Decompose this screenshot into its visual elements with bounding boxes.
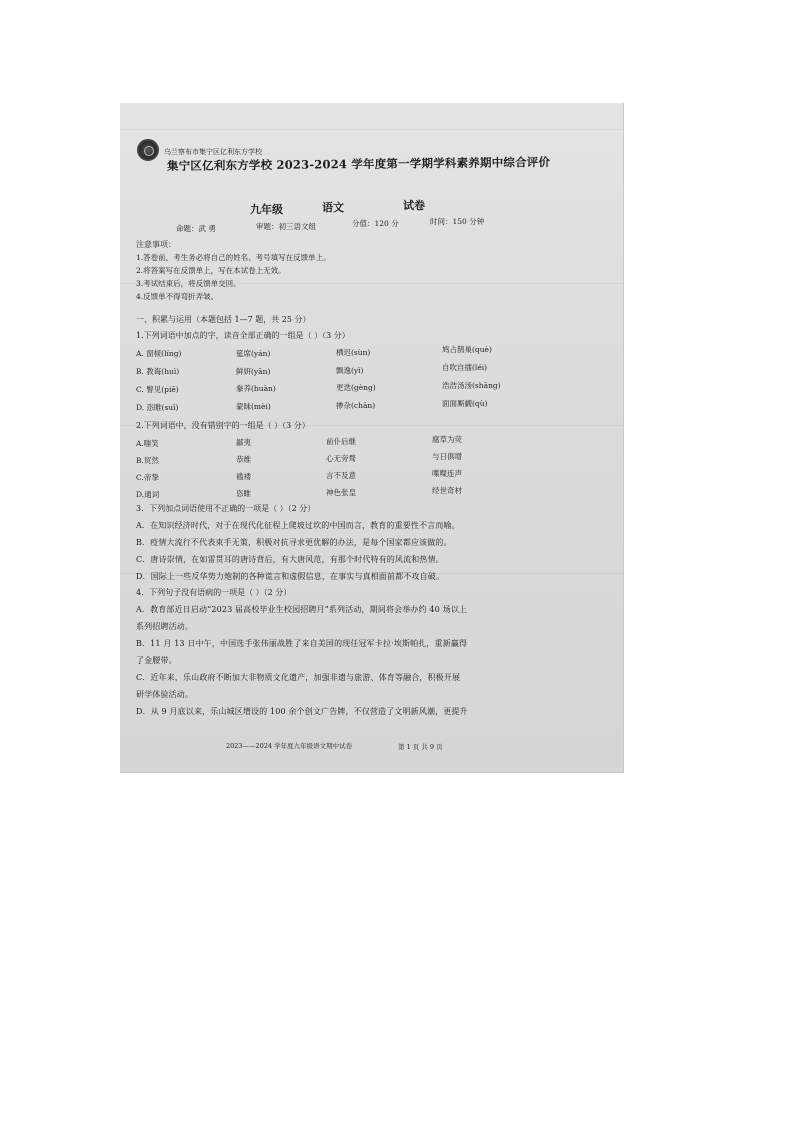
notice-item: 1.答卷前，考生务必将自己的姓名、考号填写在反馈单上。 [136,253,331,262]
q2-c-1: C.帝挚 [136,473,159,482]
q1-b-1: B. 教诲(huì) [136,367,180,376]
q1-a-1: A. 窗棂(líng) [136,349,182,358]
q3-stem: 3．下列加点词语使用不正确的一项是（ ）（2 分） [136,504,316,513]
subject-label: 语文 [322,201,344,214]
q2-d-3: 神色张皇 [326,488,356,497]
notice-title: 注意事项： [136,240,176,249]
q1-c-3: 更迭(gèng) [336,383,376,392]
school-name-small: 乌兰察布市集宁区亿利东方学校 [164,148,262,156]
q2-stem: 2.下列词语中，没有错别字的一组是（ ）（3 分） [136,421,310,430]
q3-option-a: A．在知识经济时代，对于在现代化征程上爬坡过坎的中国而言，教育的重要性不言而喻。 [136,521,460,530]
setter-label: 命题：武 勇 [176,224,216,233]
q1-d-2: 蒙昧(mèi) [236,402,271,411]
q2-c-2: 褴褛 [236,472,251,481]
notice-item: 3.考试结束后，将反馈单交回。 [136,279,241,288]
grade-label: 九年级 [250,203,283,216]
q2-d-4: 经世奇材 [432,486,462,495]
q1-c-2: 豢养(huàn) [236,384,276,393]
q2-b-2: 恭维 [236,455,251,464]
notice-item: 4.反馈单不得弯折弄皱。 [136,292,219,301]
q2-d-1: D.通词 [136,490,160,499]
q1-b-2: 鲜妍(yān) [236,367,271,376]
score-label: 分值：120 分 [352,219,399,228]
q1-c-1: C. 瞥见(piē) [136,385,179,394]
q2-b-3: 心无旁骛 [326,454,356,463]
q4-stem: 4．下列句子没有语病的一项是（ ）（2 分） [136,588,292,597]
q2-a-3: 前仆后继 [326,437,356,446]
footer-page-number: 第 1 页 共 9 页 [398,743,443,751]
q2-a-2: 鄙夷 [236,438,251,447]
q1-stem: 1.下列词语中加点的字，读音全部正确的一组是（ ）（3 分） [136,331,350,340]
exam-title: 集宁区亿利东方学校 2023-2024 学年度第一学期学科素养期中综合评价 [166,154,551,173]
footer-exam-name: 2023——2024 学年度九年级语文期中试卷 [226,742,353,750]
q4-line: C．近年来，乐山政府不断加大非物质文化遗产，加强非遗与旅游、体育等融合，积极开展 [136,673,461,682]
section-1-title: 一、积累与运用（本题包括 1—7 题，共 25 分） [136,315,311,324]
q3-option-c: C．唐诗崇情，在如雷贯耳的唐诗背后，有大唐风范，有那个时代特有的风流和热情。 [136,555,444,564]
q1-a-2: 筵席(yán) [236,349,271,358]
q1-d-3: 掺杂(chān) [336,401,376,410]
q2-c-3: 言不及意 [326,471,356,480]
paper-type-label: 试卷 [403,199,425,212]
q2-c-4: 喋喋连声 [432,469,462,478]
q1-d-4: 面面厮觑(qù) [442,399,488,408]
q4-line: 了金腰带。 [136,656,177,665]
notice-item: 2.将答案写在反馈单上，写在本试卷上无效。 [136,266,286,275]
q3-option-d: D．国际上一些反华势力炮制的各种谎言和虚假信息，在事实与真相面前都不攻自破。 [136,572,445,581]
q4-line: A．教育部近日启动“2023 届高校毕业生校园招聘月”系列活动，期间将会举办约 40 场以上 [136,605,468,614]
exam-sheet [120,103,624,773]
q1-a-4: 鸠占鹊巢(què) [442,345,492,354]
q1-d-1: D. 恣睢(suī) [136,403,179,412]
q4-line: B．11 月 13 日中午，中国选手张伟丽战胜了来自美国的现任冠军卡拉·埃斯帕扎，重新赢得 [136,639,468,648]
q4-line: D．从 9 月底以来，乐山城区增设的 100 余个创文广告牌，不仅营造了文明新风潮，更提升 [136,707,468,716]
time-label: 时间：150 分钟 [430,217,485,226]
q2-b-4: 与日俱增 [432,452,462,461]
q2-a-1: A.嗤笑 [136,439,159,448]
reviewer-label: 审题：初三语文组 [256,222,316,231]
q2-b-1: B.贸然 [136,456,159,465]
q2-d-2: 恣睢 [236,489,251,498]
q1-c-4: 浩浩汤汤(shāng) [442,381,501,390]
q3-option-b: B．疫情大流行不代表束手无策，积极对抗寻求更优解的办法，是每个国家都应该做的。 [136,538,452,547]
q4-line: 系列招聘活动。 [136,622,194,631]
q1-b-4: 自吹自擂(léi) [442,363,488,372]
school-logo-icon [137,139,159,161]
q4-line: 研学体验活动。 [136,690,194,699]
q1-b-3: 飘逸(yì) [336,366,364,375]
q1-a-3: 栖迟(sùn) [336,348,371,357]
exam-photo [120,103,624,773]
q2-a-4: 腐草为荧 [432,435,462,444]
